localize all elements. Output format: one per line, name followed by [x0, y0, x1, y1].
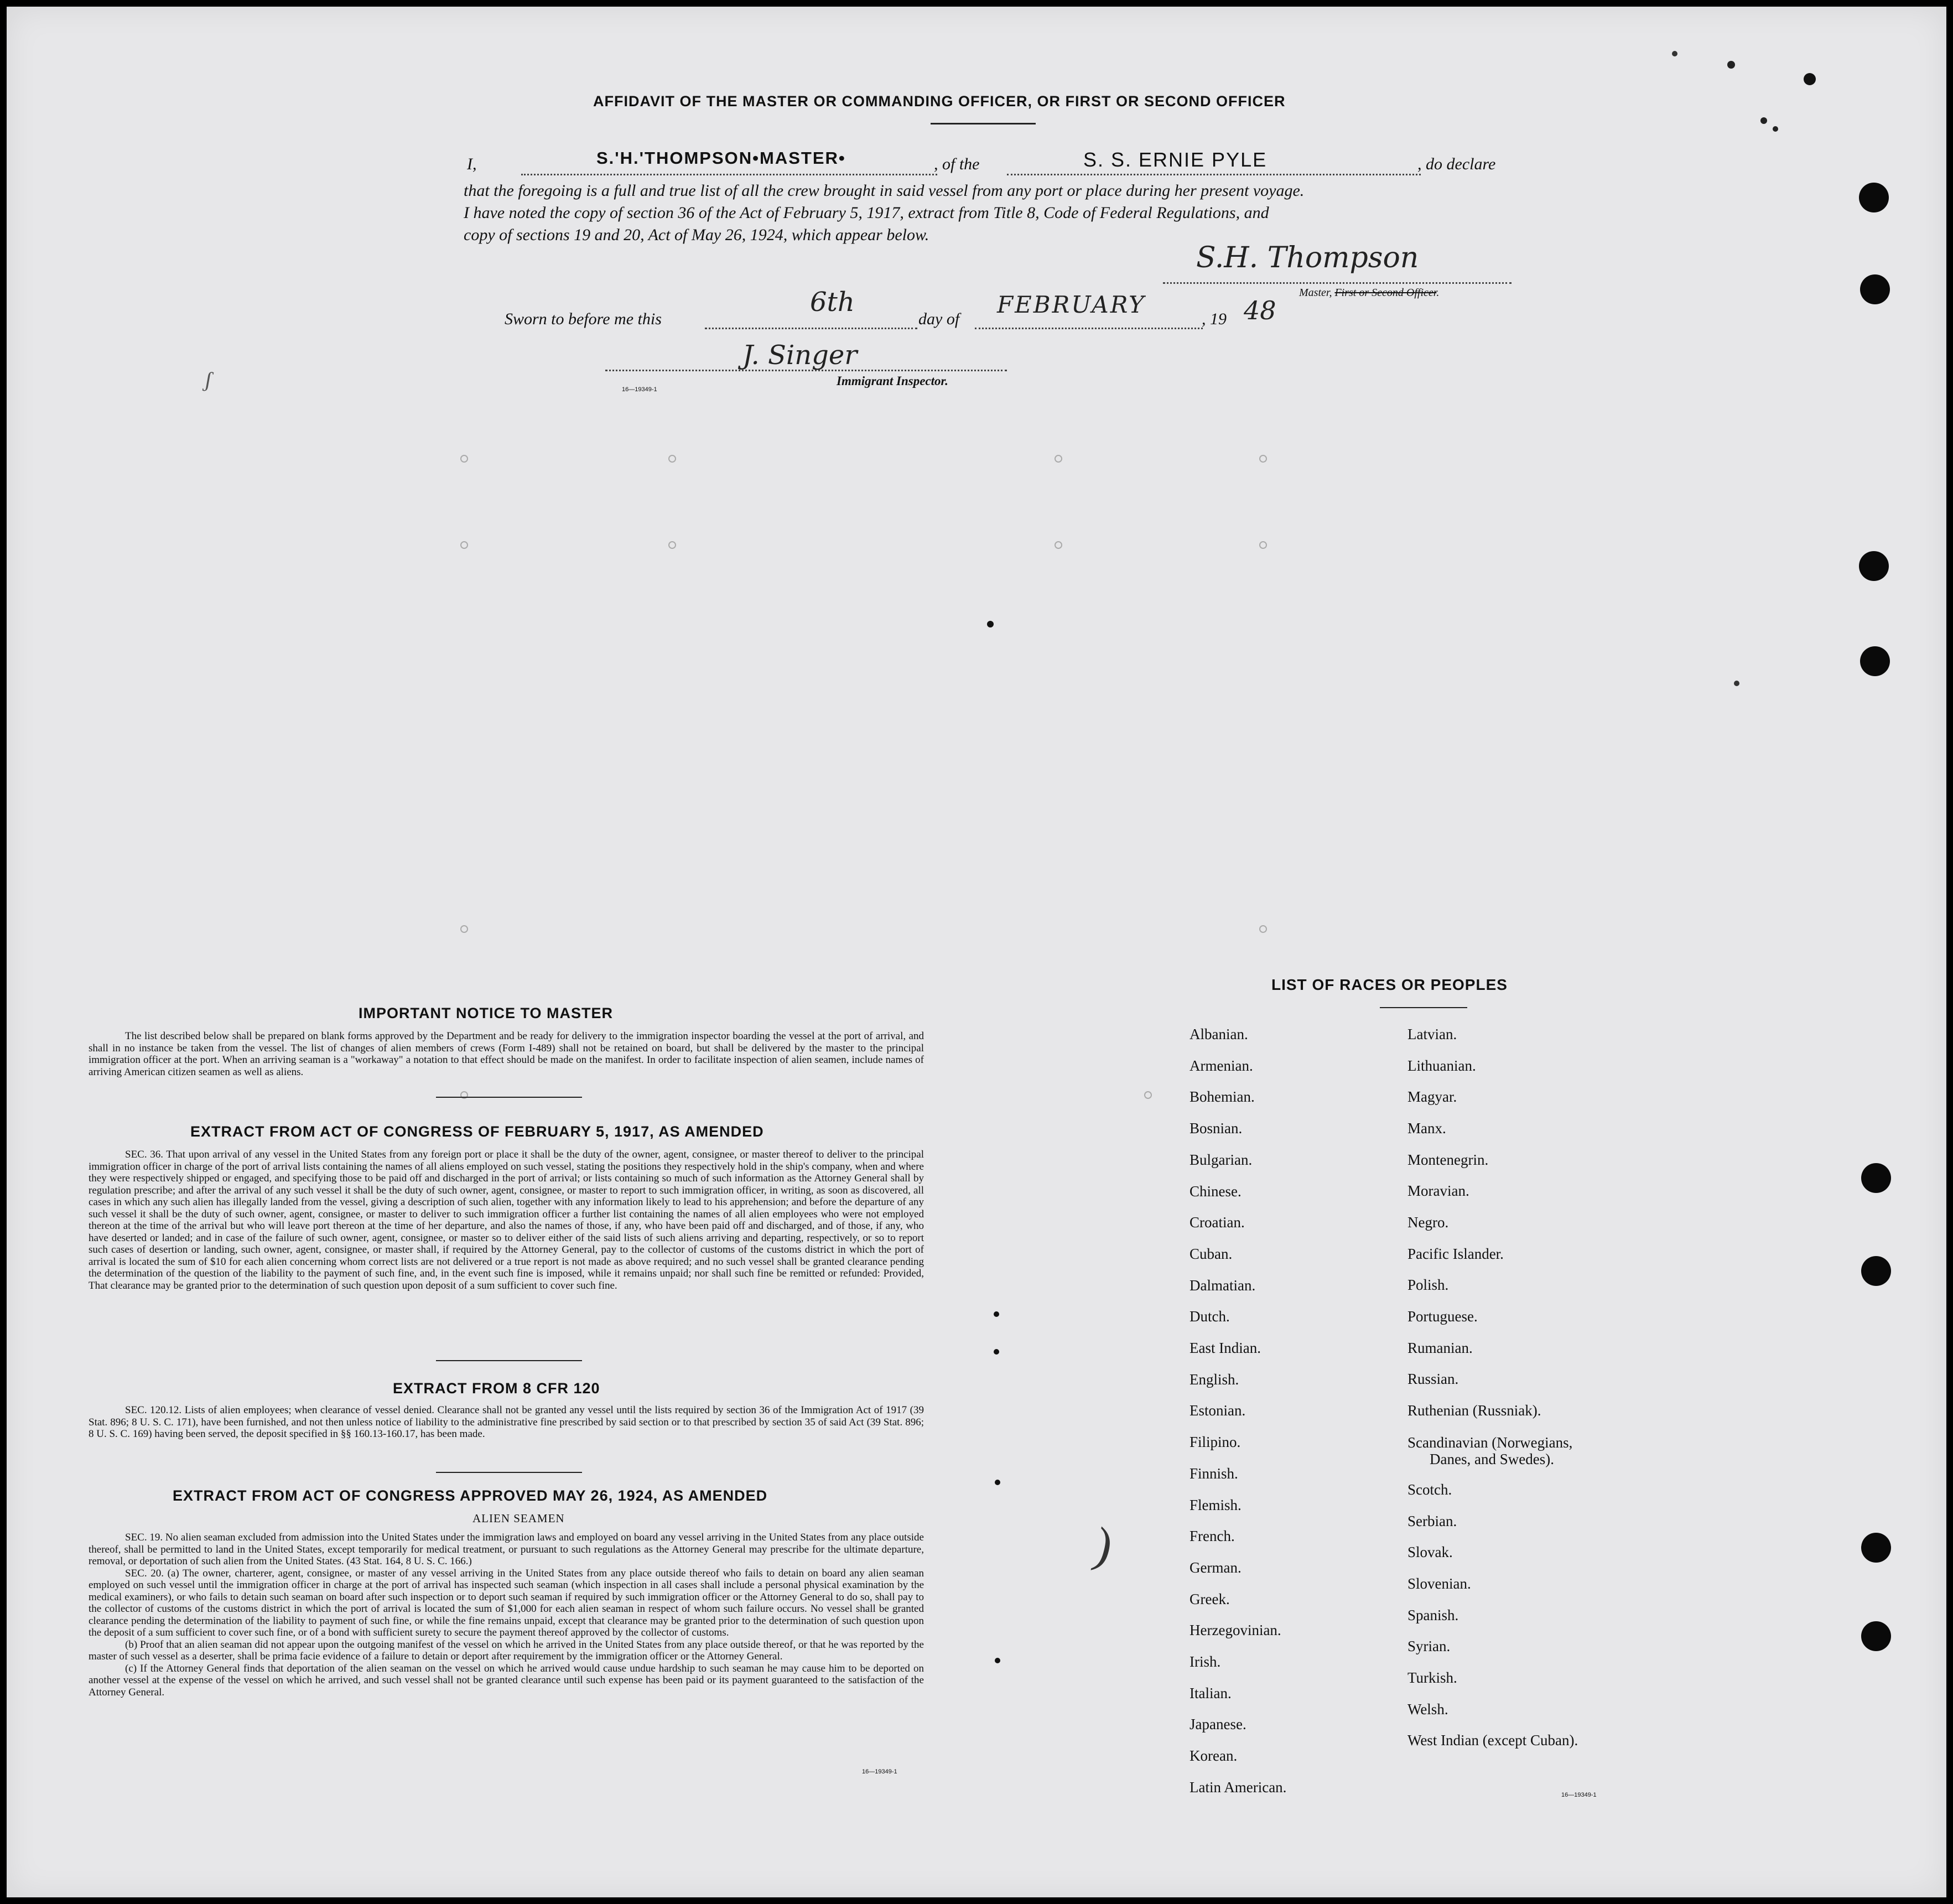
race-item: Filipino. [1190, 1434, 1241, 1451]
inspector-label: Immigrant Inspector. [837, 374, 948, 388]
day-of-label: day of [918, 310, 960, 328]
race-item: Herzegovinian. [1190, 1622, 1281, 1639]
of-the-label: , of the [934, 155, 980, 173]
race-item: Scandinavian (Norwegians, [1407, 1434, 1573, 1451]
punch-hole [1861, 1621, 1891, 1651]
faint-ring [668, 455, 676, 463]
punch-hole [1859, 183, 1889, 212]
faint-ring [1259, 455, 1267, 463]
race-item: Slovak. [1407, 1544, 1453, 1560]
sworn-month: FEBRUARY [997, 291, 1146, 318]
affidavit-form-number: 16—19349-1 [622, 386, 657, 393]
race-item: East Indian. [1190, 1340, 1261, 1356]
punch-hole [1860, 274, 1890, 304]
race-item: Syrian. [1407, 1638, 1451, 1654]
alien-seamen-subtitle: ALIEN SEAMEN [472, 1512, 565, 1525]
notice-title: IMPORTANT NOTICE TO MASTER [359, 1005, 613, 1021]
race-item: Chinese. [1190, 1182, 1242, 1200]
speck [1773, 126, 1778, 132]
race-item: Croatian. [1190, 1214, 1245, 1231]
inspector-signature: J. Singer [742, 340, 858, 371]
inspector-line [605, 370, 1007, 371]
affidavit-line-4: copy of sections 19 and 20, Act of May 26, 1924, which appear below. [464, 226, 929, 244]
extract-1917-rule [436, 1360, 582, 1361]
race-item: German. [1190, 1559, 1242, 1576]
sworn-day-line [705, 328, 917, 329]
race-item: Latvian. [1407, 1026, 1457, 1042]
race-item: Japanese. [1190, 1716, 1246, 1733]
race-item: Rumanian. [1407, 1340, 1473, 1356]
race-item: Irish. [1190, 1653, 1221, 1670]
do-declare-label: , do declare [1417, 155, 1496, 173]
race-item: Albanian. [1190, 1026, 1248, 1042]
affidavit-line-2: that the foregoing is a full and true list of all the crew brought in said vessel from any port or place during her present voyage. [464, 181, 1305, 200]
extract-1924-body [89, 1532, 924, 1698]
extract-1917-body: SEC. 36. That upon arrival of any vessel in the United States from any foreign port or place it shall be the duty of the owner, agent, consignee, or master thereof to deliver to the principal immigration officer in charge of the port of arrival lists containing the names of all aliens employed on such vessel, stating the positions they respectively hold in the ship's company, when and where they were respectively shipped or engaged, and specifying those to be paid off and discharged in the port of arrival; or lists containing so much of such information as the Attorney General shall by regulation prescribe; and after the arrival of any such vessel it shall be the duty of such owner, agent, consignee, or master to report to such immigration officer, in writing, as soon as discovered, all cases in which any such alien has illegally landed from the vessel, giving a description of such alien, together with any information likely to lead to his apprehension; and before the departure of any such vessel it shall be the duty of such owner, agent, consignee, or master to deliver to such immigration officer a further list containing the names of all alien employees who were not employed thereon at the time of the arrival but who will leave port thereon at the time of her departure, and also the names of those, if any, who have been paid off and discharged, and of those, if any, who have deserted or landed; and in case of the failure of such owner, agent, consignee, or master so to deliver either of the said lists of such aliens arriving and departing, respectively, or so to report such cases of desertion or landing, such owner, agent, consignee, or master shall, if required by the Attorney General, pay to the collector of customs of the customs district in which the port of arrival is located the sum of $10 for each alien concerning whom correct lists are not delivered or a true report is not made as above required; and no such vessel shall be granted clearance pending the determination of the question of the liability to the payment of such fine, and, in the event such fine is imposed, while it remains unpaid; nor shall such fine be remitted or refunded: Provided, That clearance may be granted prior to the determination of such question upon deposit of a sum sufficient to cover such fine. [89, 1149, 924, 1291]
race-item: Lithuanian. [1407, 1057, 1476, 1074]
extract-1924-title: EXTRACT FROM ACT OF CONGRESS APPROVED MAY 26, 1924, AS AMENDED [173, 1487, 768, 1504]
race-item: Bosnian. [1190, 1120, 1243, 1137]
faint-ring [1055, 541, 1062, 549]
race-item: Welsh. [1407, 1701, 1448, 1718]
speck [994, 1349, 999, 1355]
document-page [7, 7, 1946, 1897]
period: . [1436, 287, 1440, 299]
faint-ring [460, 455, 468, 463]
faint-ring [460, 925, 468, 933]
sec-19-text: SEC. 19. No alien seaman excluded from admission into the United States under the immigration laws and employed on board any vessel arriving in the United States from any place outside thereof, shall be permitted to land in the United States, except temporarily for medical treatment, or pursuant to such regulations as the Attorney General may prescribe for the ultimate departure, removal, or deportation of such alien from the United States. (43 Stat. 164, 8 U. S. C. 166.) [89, 1532, 924, 1567]
punch-hole [1859, 551, 1889, 581]
race-item: Turkish. [1407, 1669, 1457, 1686]
race-item: Latin American. [1190, 1778, 1287, 1796]
sworn-prefix: Sworn to before me this [505, 310, 662, 328]
notice-rule [436, 1097, 582, 1098]
race-item: Dalmatian. [1190, 1277, 1256, 1294]
race-item: Manx. [1407, 1120, 1446, 1137]
race-item: Slovenian. [1407, 1575, 1471, 1592]
year-prefix: , 19 [1202, 310, 1227, 328]
punch-hole [1861, 1163, 1891, 1193]
extract-1924-form-number: 16—19349-1 [862, 1768, 897, 1775]
races-title: LIST OF RACES OR PEOPLES [1271, 976, 1508, 993]
race-item: Flemish. [1190, 1496, 1242, 1513]
sworn-month-line [975, 328, 1203, 329]
race-item: Armenian. [1190, 1057, 1253, 1074]
faint-ring [460, 541, 468, 549]
faint-ring [668, 541, 676, 549]
race-item: Negro. [1407, 1214, 1449, 1231]
master-name-line [521, 174, 937, 175]
race-item: Bulgarian. [1190, 1151, 1253, 1168]
master-name-field: S.'H.'THOMPSON•MASTER• [596, 148, 846, 168]
pen-mark: ) [1089, 1517, 1119, 1575]
speck [1804, 73, 1816, 85]
race-item: Spanish. [1407, 1607, 1459, 1623]
race-item: Danes, and Swedes). [1430, 1451, 1554, 1467]
speck [1760, 117, 1767, 124]
punch-hole [1861, 1533, 1891, 1563]
race-item: English. [1190, 1371, 1239, 1388]
race-item: Ruthenian (Russniak). [1407, 1402, 1541, 1419]
race-item: Italian. [1190, 1684, 1232, 1701]
faint-ring [1055, 455, 1062, 463]
title-rule [931, 123, 1036, 124]
races-form-number: 16—19349-1 [1561, 1792, 1597, 1798]
race-item: Serbian. [1407, 1513, 1457, 1529]
race-item: Pacific Islander. [1407, 1246, 1504, 1262]
race-item: Korean. [1190, 1747, 1238, 1765]
cfr-body: SEC. 120.12. Lists of alien employees; when clearance of vessel denied. Clearance shall not be granted any vessel until the lists required by section 36 of the Immigration Act of 1917 (39 Stat. 896; 8 U. S. C. 171), have been furnished, and not then unless notice of liability to the administrative fine prescribed by said section or to that prescribed by section 35 of said Act (39 Stat. 896; 8 U. S. C. 169) having been served, the deposit specified in §§ 160.13-160.17, has been made. [89, 1404, 924, 1440]
master-label-text: Master, [1299, 287, 1332, 299]
affidavit-prefix: I, [467, 155, 477, 173]
cfr-rule [436, 1472, 582, 1473]
punch-hole [1860, 646, 1890, 676]
races-title-rule [1380, 1007, 1467, 1008]
race-item: Polish. [1407, 1277, 1449, 1293]
race-item: Dutch. [1190, 1308, 1230, 1325]
sec-20a-text: SEC. 20. (a) The owner, charterer, agent, consignee, or master of any vessel arriving in the United States from any place outside thereof who fails to detain on board any alien seaman employed on such vessel until the immigration officer in charge at the port of arrival has inspected such seaman (which inspection in all cases shall include a personal physical examination by the medical examiners), or who fails to detain such seaman on board after such inspection or to deport such seaman if required by such immigration officer or the Attorney General to do so, shall pay to the collector of customs of the customs district in which the port of arrival is located the sum of $1,000 for each alien seaman in respect of whom such failure occurs. No vessel shall be granted clearance pending the determination of the liability to payment of such fine, or while the fine remains unpaid, except that clearance may be granted prior to the determination of such question upon the deposit of a sum sufficient to cover such fine, or of a bond with sufficient surety to secure the payment thereof approved by the collector of customs. [89, 1567, 924, 1638]
vessel-name-field: S. S. ERNIE PYLE [1083, 148, 1268, 171]
faint-ring [1259, 925, 1267, 933]
affidavit-line-3: I have noted the copy of section 36 of the Act of February 5, 1917, extract from Title 8, Code of Federal Regulations, and [464, 204, 1269, 222]
struck-officer-label: First or Second Officer [1334, 287, 1437, 299]
speck [995, 1480, 1000, 1485]
race-item: Scotch. [1407, 1481, 1452, 1498]
race-item: French. [1190, 1528, 1235, 1545]
speck [987, 621, 994, 627]
race-item: Estonian. [1190, 1402, 1246, 1419]
signature-line [1163, 282, 1512, 284]
race-item: West Indian (except Cuban). [1407, 1732, 1578, 1749]
sworn-year: 48 [1244, 295, 1276, 325]
notice-body: The list described below shall be prepared on blank forms approved by the Department and be ready for delivery to the immigration inspector boarding the vessel at the port of arrival, and shall in no instance be taken from the vessel. The list of changes of alien members of crews (Form I-489) shall not be retained on board, but shall be delivered by the master to the principal immigration officer at the port. When an arriving seaman is a "workaway" a notation to that effect should be made on the manifest. In order to facilitate inspection of alien seamen, include names of arriving American citizen seamen as well as aliens. [89, 1030, 924, 1078]
race-item: Portuguese. [1407, 1308, 1478, 1325]
speck [1727, 61, 1735, 69]
sworn-day: 6th [810, 287, 855, 318]
race-item: Finnish. [1190, 1465, 1238, 1482]
pen-mark: ʃ [202, 366, 215, 392]
speck [994, 1311, 999, 1317]
faint-ring [1259, 541, 1267, 549]
vessel-name-line [1007, 174, 1421, 175]
sec-20c-text: (c) If the Attorney General finds that deportation of the alien seaman on the vessel on which he arrived would cause undue hardship to such seaman he may cause him to be deported on another vessel at the expense of the vessel on which he arrived, and such vessel shall not be granted clearance until such expense has been paid or its payment guaranteed to the satisfaction of the Attorney General. [89, 1662, 924, 1698]
race-item: Cuban. [1190, 1245, 1233, 1262]
faint-ring [1144, 1091, 1152, 1099]
race-item: Russian. [1407, 1371, 1459, 1387]
speck [1672, 51, 1677, 56]
race-item: Moravian. [1407, 1182, 1469, 1199]
cfr-title: EXTRACT FROM 8 CFR 120 [393, 1380, 600, 1397]
master-label [1299, 287, 1439, 299]
extract-1917-title: EXTRACT FROM ACT OF CONGRESS OF FEBRUARY 5, 1917, AS AMENDED [190, 1123, 764, 1140]
race-item: Greek. [1190, 1590, 1230, 1607]
race-item: Magyar. [1407, 1088, 1457, 1105]
sec-20b-text: (b) Proof that an alien seaman did not appear upon the outgoing manifest of the vessel on which he arrived in the United States from any place outside thereof, or that he was reported by the master of such vessel as a deserter, shall be prima facie evidence of a failure to detain or deport after requirement by the immigration officer or the Attorney General. [89, 1638, 924, 1662]
race-item: Bohemian. [1190, 1088, 1255, 1106]
speck [995, 1658, 1000, 1663]
speck [1734, 681, 1739, 686]
affidavit-title: AFFIDAVIT OF THE MASTER OR COMMANDING OFFICER, OR FIRST OR SECOND OFFICER [593, 93, 1286, 110]
master-signature: S.H. Thompson [1196, 241, 1419, 274]
race-item: Montenegrin. [1407, 1151, 1489, 1168]
punch-hole [1861, 1256, 1891, 1286]
